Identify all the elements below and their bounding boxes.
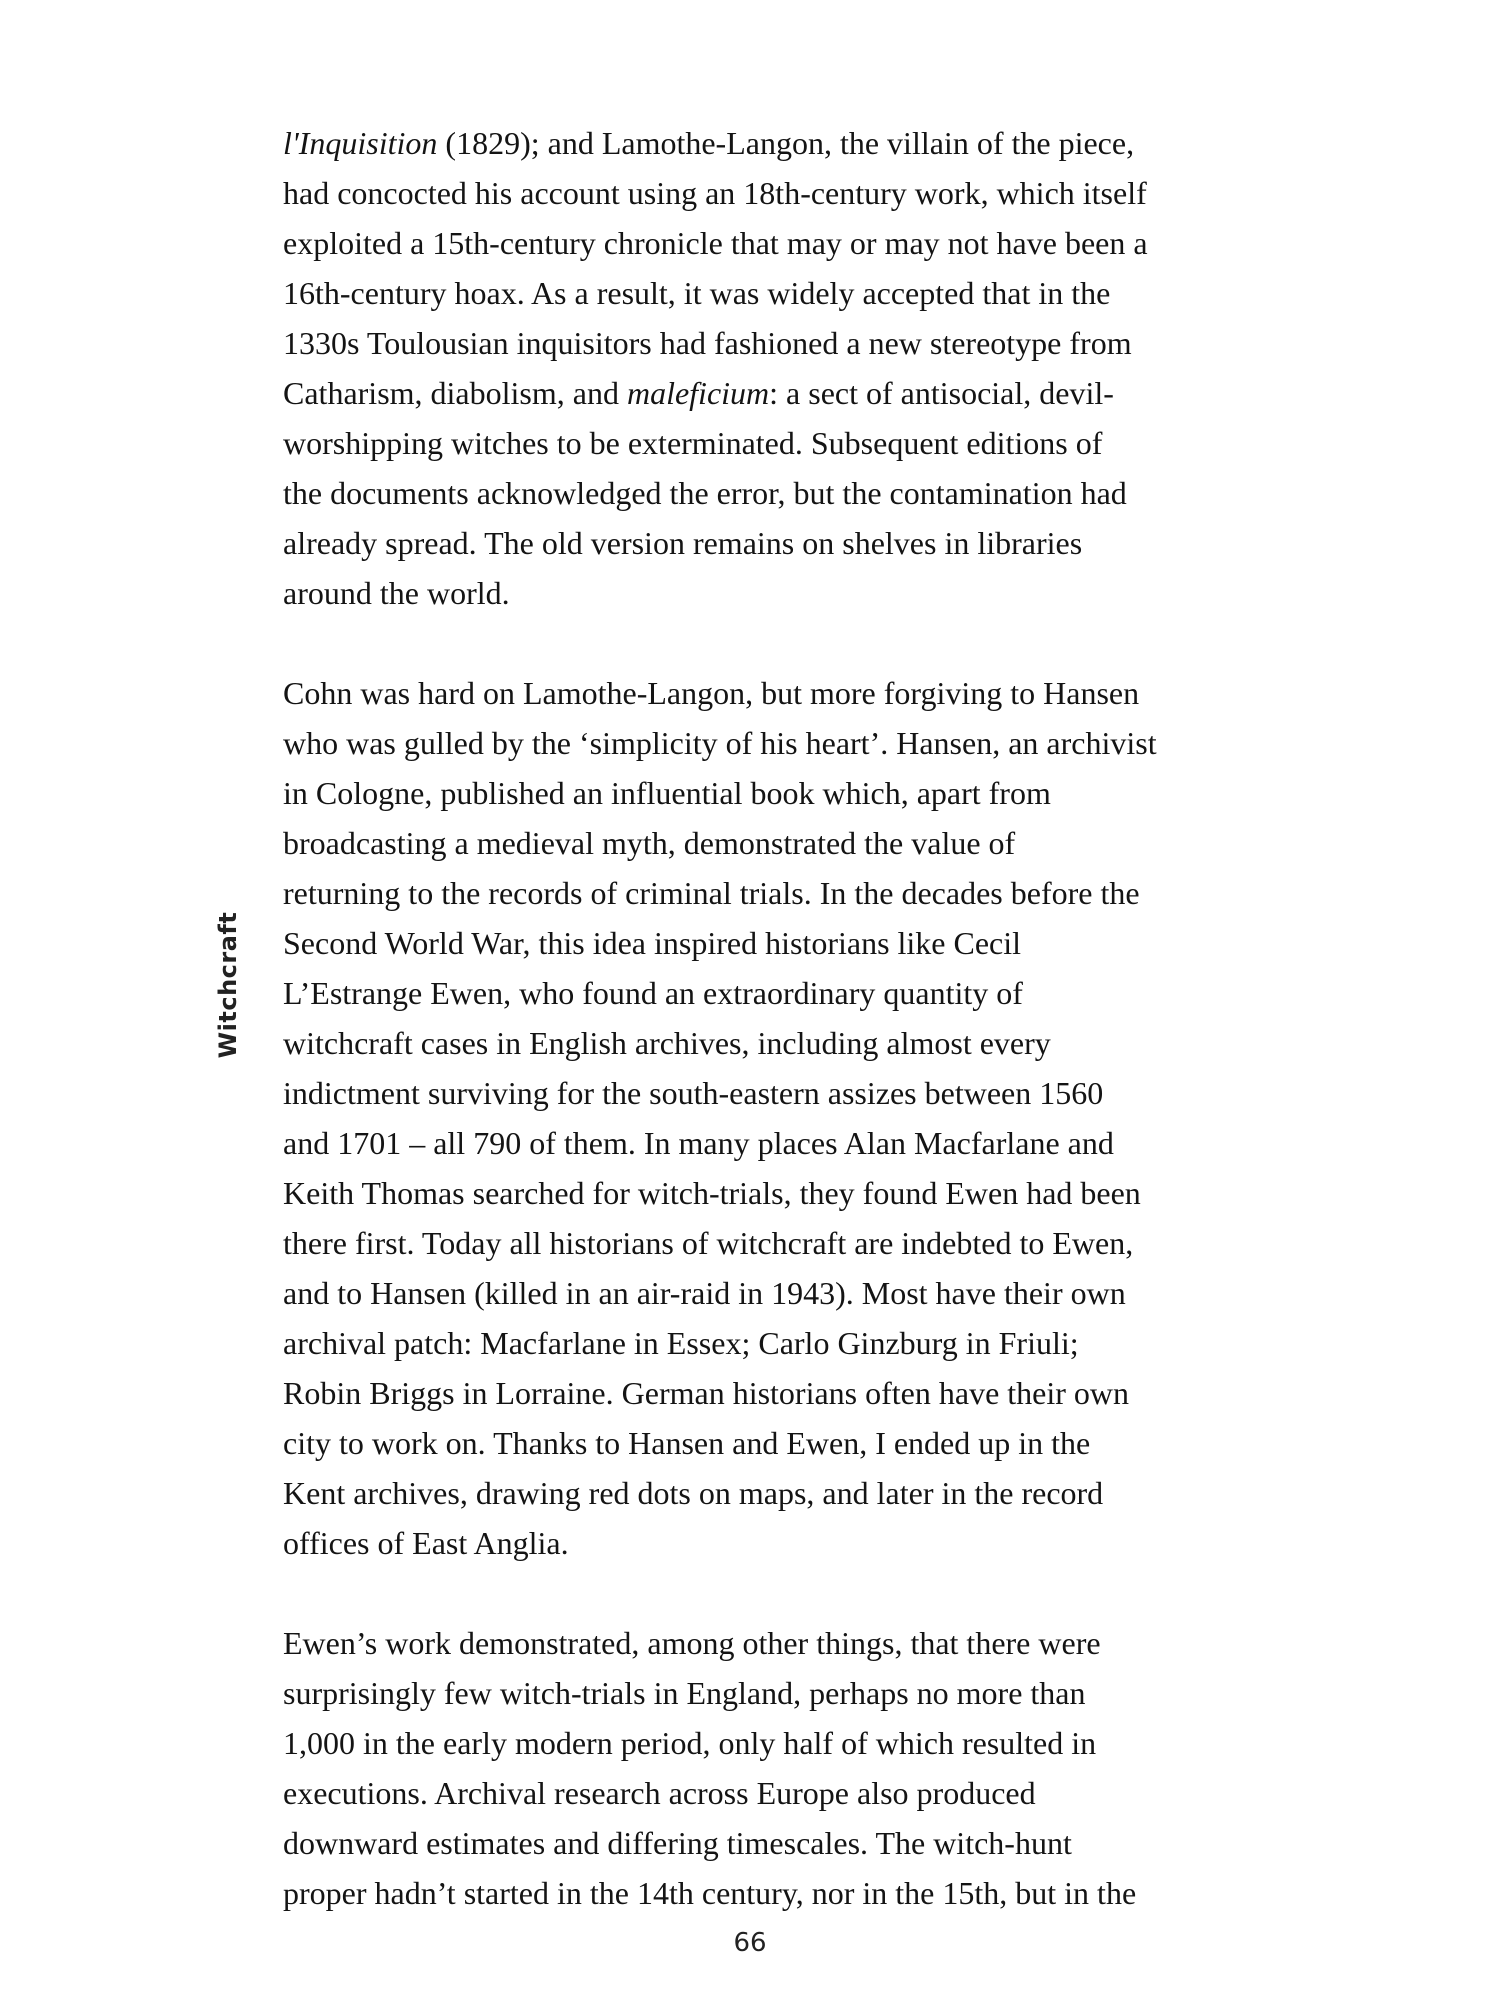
text-segment: around the world. bbox=[283, 575, 510, 611]
text-line bbox=[283, 518, 1343, 568]
text-line bbox=[283, 918, 1343, 968]
body-text bbox=[283, 118, 1343, 1968]
text-line bbox=[283, 1118, 1343, 1168]
text-segment: Cohn was hard on Lamothe-Langon, but more forgiving to Hansen bbox=[283, 675, 1140, 711]
text-line bbox=[283, 368, 1343, 418]
italic-text: l'Inquisition bbox=[283, 125, 438, 161]
text-line bbox=[283, 968, 1343, 1018]
text-segment: and 1701 – all 790 of them. In many places Alan Macfarlane and bbox=[283, 1125, 1114, 1161]
text-line bbox=[283, 1318, 1343, 1368]
text-line bbox=[283, 1018, 1343, 1068]
text-segment: 16th-century hoax. As a result, it was widely accepted that in the bbox=[283, 275, 1111, 311]
text-segment: L’Estrange Ewen, who found an extraordinary quantity of bbox=[283, 975, 1023, 1011]
text-line bbox=[283, 1818, 1343, 1868]
text-line bbox=[283, 568, 1343, 618]
text-line bbox=[283, 1168, 1343, 1218]
text-line bbox=[283, 468, 1343, 518]
text-segment: the documents acknowledged the error, but the contamination had bbox=[283, 475, 1127, 511]
italic-text: maleficium bbox=[626, 375, 770, 411]
text-segment: witchcraft cases in English archives, including almost every bbox=[283, 1025, 1051, 1061]
text-line bbox=[283, 118, 1343, 168]
paragraph bbox=[283, 1618, 1343, 1918]
text-line bbox=[283, 668, 1343, 718]
text-line bbox=[283, 318, 1343, 368]
text-segment: city to work on. Thanks to Hansen and Ewen, I ended up in the bbox=[283, 1425, 1091, 1461]
text-segment: downward estimates and differing timescales. The witch-hunt bbox=[283, 1825, 1072, 1861]
text-line bbox=[283, 1368, 1343, 1418]
text-line bbox=[283, 418, 1343, 468]
text-line bbox=[283, 1618, 1343, 1668]
text-segment: indictment surviving for the south-eastern assizes between 1560 bbox=[283, 1075, 1104, 1111]
text-segment: : a sect of antisocial, devil- bbox=[769, 375, 1114, 411]
text-line bbox=[283, 1768, 1343, 1818]
text-segment: Ewen’s work demonstrated, among other things, that there were bbox=[283, 1625, 1101, 1661]
text-line bbox=[283, 1418, 1343, 1468]
text-line bbox=[283, 1218, 1343, 1268]
text-line bbox=[283, 1068, 1343, 1118]
text-line bbox=[283, 868, 1343, 918]
text-segment: Keith Thomas searched for witch-trials, they found Ewen had been bbox=[283, 1175, 1141, 1211]
text-line bbox=[283, 1468, 1343, 1518]
text-line bbox=[283, 1518, 1343, 1568]
text-segment: archival patch: Macfarlane in Essex; Carlo Ginzburg in Friuli; bbox=[283, 1325, 1079, 1361]
text-segment: Robin Briggs in Lorraine. German historians often have their own bbox=[283, 1375, 1130, 1411]
text-segment: who was gulled by the ‘simplicity of his heart’. Hansen, an archivist bbox=[283, 725, 1157, 761]
text-line bbox=[283, 718, 1343, 768]
text-line bbox=[283, 818, 1343, 868]
text-segment: had concocted his account using an 18th-century work, which itself bbox=[283, 175, 1147, 211]
text-segment: in Cologne, published an influential book which, apart from bbox=[283, 775, 1051, 811]
text-segment: Catharism, diabolism, and bbox=[283, 375, 627, 411]
text-segment: 1,000 in the early modern period, only half of which resulted in bbox=[283, 1725, 1097, 1761]
text-line bbox=[283, 1868, 1343, 1918]
text-line bbox=[283, 1718, 1343, 1768]
text-segment: worshipping witches to be exterminated. Subsequent editions of bbox=[283, 425, 1103, 461]
text-line bbox=[283, 218, 1343, 268]
text-line bbox=[283, 1268, 1343, 1318]
running-head: Witchcraft bbox=[214, 911, 242, 1059]
text-segment: exploited a 15th-century chronicle that may or may not have been a bbox=[283, 225, 1148, 261]
text-segment: 1330s Toulousian inquisitors had fashioned a new stereotype from bbox=[283, 325, 1132, 361]
text-line bbox=[283, 1668, 1343, 1718]
text-segment: surprisingly few witch-trials in England, perhaps no more than bbox=[283, 1675, 1086, 1711]
text-segment: proper hadn’t started in the 14th century, nor in the 15th, but in the bbox=[283, 1875, 1137, 1911]
text-segment: offices of East Anglia. bbox=[283, 1525, 569, 1561]
text-line bbox=[283, 268, 1343, 318]
page-number: 66 bbox=[733, 1928, 767, 1958]
text-segment: already spread. The old version remains on shelves in libraries bbox=[283, 525, 1083, 561]
text-segment: Kent archives, drawing red dots on maps, and later in the record bbox=[283, 1475, 1104, 1511]
text-segment: there first. Today all historians of witchcraft are indebted to Ewen, bbox=[283, 1225, 1134, 1261]
text-segment: Second World War, this idea inspired historians like Cecil bbox=[283, 925, 1022, 961]
text-line bbox=[283, 768, 1343, 818]
paragraph bbox=[283, 668, 1343, 1568]
text-segment: (1829); and Lamothe-Langon, the villain of the piece, bbox=[437, 125, 1135, 161]
text-line bbox=[283, 168, 1343, 218]
text-segment: broadcasting a medieval myth, demonstrated the value of bbox=[283, 825, 1016, 861]
text-segment: and to Hansen (killed in an air-raid in 1943). Most have their own bbox=[283, 1275, 1126, 1311]
paragraph bbox=[283, 118, 1343, 618]
text-segment: returning to the records of criminal trials. In the decades before the bbox=[283, 875, 1140, 911]
text-segment: executions. Archival research across Europe also produced bbox=[283, 1775, 1036, 1811]
